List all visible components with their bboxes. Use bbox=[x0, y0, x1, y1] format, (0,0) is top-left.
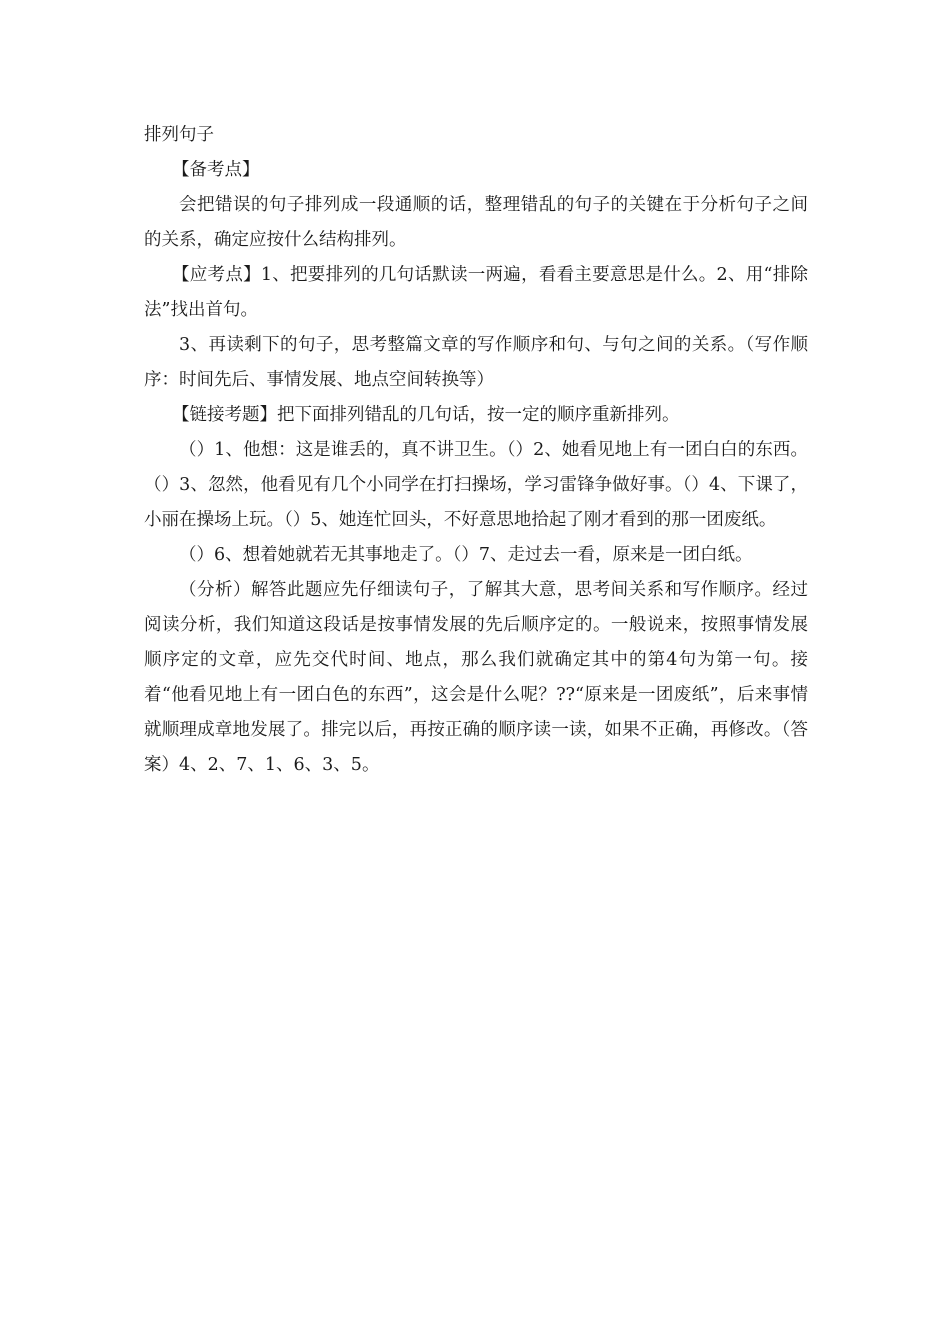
paragraph-sentences-continued: （）6、想着她就若无其事地走了。（）7、走过去一看，原来是一团白纸。 bbox=[179, 545, 753, 565]
paragraph-beikao: 会把错误的句子排列成一段通顺的话，整理错乱的句子的关键在于分析句子之间的关系，确定应按什么结构排列。 bbox=[144, 195, 808, 250]
paragraph-step3: 3、再读剩下的句子，思考整篇文章的写作顺序和句、与句之间的关系。（写作顺序：时间先后、事情发展、地点空间转换等） bbox=[144, 335, 808, 390]
paragraph-sentences: （）1、他想：这是谁丢的，真不讲卫生。（）2、她看见地上有一团白白的东西。（）3、忽然，他看见有几个小同学在打扫操场，学习雷锋争做好事。（）4、下课了，小丽在操场上玩。（）5、她连忙回头，不好意思地拾起了刚才看到的那一团废纸。 bbox=[144, 440, 808, 530]
heading-beikao: 【备考点】 bbox=[172, 160, 260, 180]
paragraph-yingkao: 【应考点】1、把要排列的几句话默读一两遍，看看主要意思是什么。2、用“排除法”找出首句。 bbox=[144, 265, 808, 320]
document-title: 排列句子 bbox=[144, 125, 214, 145]
document-page bbox=[144, 118, 808, 783]
paragraph-analysis: （分析）解答此题应先仔细读句子，了解其大意，思考间关系和写作顺序。经过阅读分析，我们知道这段话是按事情发展的先后顺序定的。一般说来，按照事情发展顺序定的文章，应先交代时间、地点，那么我们就确定其中的第4句为第一句。接着“他看见地上有一团白色的东西”，这会是什么呢？??“原来是一团废纸”，后来事情就顺理成章地发展了。排完以后，再按正确的顺序读一读，如果不正确，再修改。（答案）4、2、7、1、6、3、5。 bbox=[144, 580, 808, 775]
paragraph-lianjie: 【链接考题】把下面排列错乱的几句话，按一定的顺序重新排列。 bbox=[172, 405, 680, 425]
